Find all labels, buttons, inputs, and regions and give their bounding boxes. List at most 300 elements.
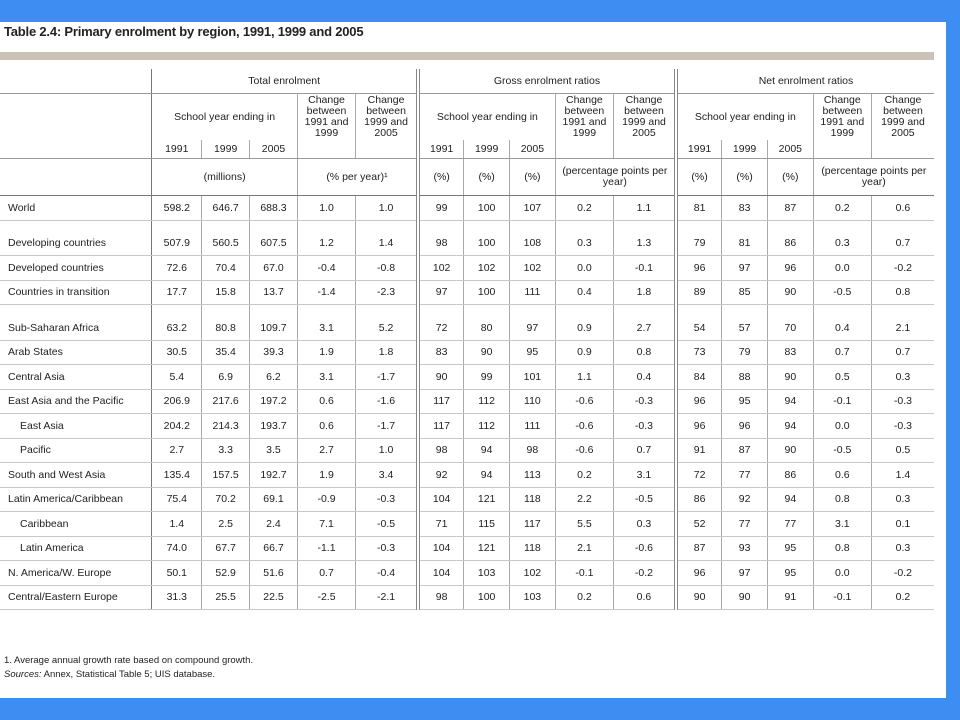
table-cell: 96 [767, 256, 813, 281]
table-cell: 3.3 [202, 438, 250, 463]
table-cell: 206.9 [152, 389, 202, 414]
table-cell: -0.4 [297, 256, 355, 281]
table-cell: 110 [510, 389, 556, 414]
table-cell: 193.7 [250, 414, 298, 439]
table-cell: 197.2 [250, 389, 298, 414]
table-cell: 69.1 [250, 487, 298, 512]
row-label: Developed countries [0, 256, 152, 281]
table-cell: 560.5 [202, 232, 250, 256]
table-row [0, 232, 934, 256]
table-cell: 91 [676, 438, 722, 463]
table-cell: -0.6 [555, 389, 613, 414]
table-cell: 5.4 [152, 365, 202, 390]
table-cell: -0.5 [813, 438, 871, 463]
table-cell: 0.6 [614, 585, 676, 610]
table-cell: 84 [676, 365, 722, 390]
table-cell: 98 [510, 438, 556, 463]
table-cell: 0.3 [813, 232, 871, 256]
year-header: 1991 [152, 140, 202, 159]
table-cell: -1.7 [356, 414, 418, 439]
change-1991-1999-header: Change between 1991 and 1999 [297, 94, 355, 141]
table-cell: 112 [464, 389, 510, 414]
table-row [0, 463, 934, 488]
table-cell: 100 [464, 196, 510, 221]
table-cell: -0.5 [614, 487, 676, 512]
table-cell: 0.5 [871, 438, 934, 463]
table-cell: 0.6 [871, 196, 934, 221]
year-header: 2005 [250, 140, 298, 159]
row-label: South and West Asia [0, 463, 152, 488]
row-label: Developing countries [0, 232, 152, 256]
table-cell: -0.2 [614, 561, 676, 586]
table-cell: 98 [418, 438, 464, 463]
table-cell: 192.7 [250, 463, 298, 488]
table-cell: 111 [510, 280, 556, 305]
unit-pct: (%) [722, 159, 768, 196]
row-label: East Asia and the Pacific [0, 389, 152, 414]
table-row [0, 536, 934, 561]
table-cell: 99 [464, 365, 510, 390]
table-cell: 135.4 [152, 463, 202, 488]
row-label: Arab States [0, 340, 152, 365]
table-cell: 80 [464, 316, 510, 340]
table-row [0, 438, 934, 463]
table-cell: 96 [676, 561, 722, 586]
year-header: 1991 [418, 140, 464, 159]
table-cell: 97 [510, 316, 556, 340]
table-cell: 115 [464, 512, 510, 537]
table-cell: 90 [676, 585, 722, 610]
table-cell: 15.8 [202, 280, 250, 305]
table-cell: 0.8 [813, 487, 871, 512]
table-cell: 5.5 [555, 512, 613, 537]
table-cell: 2.7 [614, 316, 676, 340]
change-1999-2005-header: Change between 1999 and 2005 [356, 94, 418, 141]
sources-note [4, 668, 253, 682]
table-cell: 83 [722, 196, 768, 221]
table-cell: 1.9 [297, 463, 355, 488]
unit-millions: (millions) [152, 159, 298, 196]
table-cell: 79 [722, 340, 768, 365]
row-label: Caribbean [0, 512, 152, 537]
table-cell: 5.2 [356, 316, 418, 340]
table-cell: 0.7 [813, 340, 871, 365]
table-cell: 71 [418, 512, 464, 537]
table-row [0, 389, 934, 414]
year-header: 2005 [510, 140, 556, 159]
table-cell: 35.4 [202, 340, 250, 365]
unit-pct: (%) [676, 159, 722, 196]
table-cell: 54 [676, 316, 722, 340]
table-cell: 96 [676, 414, 722, 439]
table-cell: 1.4 [871, 463, 934, 488]
table-cell: 63.2 [152, 316, 202, 340]
table-cell: 92 [722, 487, 768, 512]
table-cell: 0.7 [871, 340, 934, 365]
table-cell: 688.3 [250, 196, 298, 221]
table-cell: 77 [767, 512, 813, 537]
table-cell: 0.2 [555, 585, 613, 610]
table-cell: 214.3 [202, 414, 250, 439]
table-cell: 103 [464, 561, 510, 586]
year-header: 1999 [202, 140, 250, 159]
table-cell: 90 [722, 585, 768, 610]
table-cell: 73 [676, 340, 722, 365]
document-page [0, 22, 946, 698]
table-cell: 0.2 [813, 196, 871, 221]
table-cell: 111 [510, 414, 556, 439]
table-row [0, 340, 934, 365]
table-cell: 0.0 [813, 561, 871, 586]
table-cell: 0.3 [555, 232, 613, 256]
row-label: Countries in transition [0, 280, 152, 305]
table-cell: 100 [464, 280, 510, 305]
table-row [0, 414, 934, 439]
table-cell: 102 [418, 256, 464, 281]
table-cell: -2.1 [356, 585, 418, 610]
year-header: 1999 [722, 140, 768, 159]
table-cell: 102 [464, 256, 510, 281]
table-cell: -0.5 [356, 512, 418, 537]
table-cell: 50.1 [152, 561, 202, 586]
table-cell: 80.8 [202, 316, 250, 340]
table-cell: 67.0 [250, 256, 298, 281]
table-cell: 104 [418, 536, 464, 561]
table-cell: 2.5 [202, 512, 250, 537]
table-cell: -0.5 [813, 280, 871, 305]
table-cell: 3.5 [250, 438, 298, 463]
row-label: World [0, 196, 152, 221]
table-cell: 3.1 [813, 512, 871, 537]
table-cell: 103 [510, 585, 556, 610]
table-cell: 3.1 [297, 365, 355, 390]
table-cell: 25.5 [202, 585, 250, 610]
table-cell: -0.6 [614, 536, 676, 561]
table-cell: -1.6 [356, 389, 418, 414]
row-label: Pacific [0, 438, 152, 463]
table-cell: 94 [767, 389, 813, 414]
table-cell: 13.7 [250, 280, 298, 305]
unit-pp-per-year: (percentage points per year) [813, 159, 934, 196]
table-cell: 95 [722, 389, 768, 414]
table-cell: 83 [767, 340, 813, 365]
table-row [0, 316, 934, 340]
table-cell: 0.7 [871, 232, 934, 256]
group-net-ratios: Net enrolment ratios [676, 69, 934, 94]
table-cell: 0.2 [555, 196, 613, 221]
table-cell: 0.2 [555, 463, 613, 488]
table-cell: 90 [767, 438, 813, 463]
table-cell: 0.9 [555, 340, 613, 365]
table-cell: 30.5 [152, 340, 202, 365]
table-cell: -2.5 [297, 585, 355, 610]
table-cell: 0.0 [813, 414, 871, 439]
table-cell: -0.8 [356, 256, 418, 281]
change-1999-2005-header: Change between 1999 and 2005 [871, 94, 934, 141]
table-cell: 1.9 [297, 340, 355, 365]
table-container [0, 69, 934, 610]
table-cell: 85 [722, 280, 768, 305]
table-cell: 113 [510, 463, 556, 488]
table-cell: 81 [676, 196, 722, 221]
header-blank [0, 69, 152, 94]
table-cell: 70 [767, 316, 813, 340]
table-cell: -0.1 [813, 389, 871, 414]
school-year-header: School year ending in [152, 94, 298, 141]
table-cell: 96 [676, 389, 722, 414]
table-cell: 0.2 [871, 585, 934, 610]
table-cell: 100 [464, 585, 510, 610]
table-cell: -0.1 [614, 256, 676, 281]
table-cell: -1.1 [297, 536, 355, 561]
table-cell: 96 [722, 414, 768, 439]
table-cell: 17.7 [152, 280, 202, 305]
table-cell: 2.7 [297, 438, 355, 463]
table-cell: 112 [464, 414, 510, 439]
table-notes [4, 654, 253, 682]
table-cell: 2.2 [555, 487, 613, 512]
table-cell: 94 [767, 487, 813, 512]
table-cell: 91 [767, 585, 813, 610]
table-cell: 79 [676, 232, 722, 256]
table-cell: 98 [418, 585, 464, 610]
table-cell: 90 [418, 365, 464, 390]
table-row [0, 512, 934, 537]
row-label: East Asia [0, 414, 152, 439]
table-cell: -0.1 [555, 561, 613, 586]
table-cell: 0.3 [614, 512, 676, 537]
table-cell: 3.1 [297, 316, 355, 340]
table-cell: -2.3 [356, 280, 418, 305]
table-row [0, 585, 934, 610]
table-cell: 74.0 [152, 536, 202, 561]
table-cell: 2.1 [555, 536, 613, 561]
table-cell: -0.2 [871, 561, 934, 586]
table-cell: 52 [676, 512, 722, 537]
unit-pct-per-year: (% per year)¹ [297, 159, 418, 196]
row-label: Latin America/Caribbean [0, 487, 152, 512]
table-cell: 77 [722, 463, 768, 488]
table-row [0, 196, 934, 221]
table-cell: 94 [464, 463, 510, 488]
row-label: Latin America [0, 536, 152, 561]
enrolment-table [0, 69, 934, 610]
table-cell: 0.4 [555, 280, 613, 305]
table-cell: 598.2 [152, 196, 202, 221]
table-cell: 66.7 [250, 536, 298, 561]
table-cell: 157.5 [202, 463, 250, 488]
table-cell: 1.0 [297, 196, 355, 221]
year-header: 2005 [767, 140, 813, 159]
table-cell: 22.5 [250, 585, 298, 610]
table-cell: 1.1 [555, 365, 613, 390]
table-cell: 101 [510, 365, 556, 390]
row-label: Sub-Saharan Africa [0, 316, 152, 340]
table-cell: 51.6 [250, 561, 298, 586]
table-cell: 100 [464, 232, 510, 256]
table-cell: 121 [464, 536, 510, 561]
table-cell: 2.1 [871, 316, 934, 340]
row-label: Central/Eastern Europe [0, 585, 152, 610]
table-cell: 109.7 [250, 316, 298, 340]
table-cell: 95 [767, 561, 813, 586]
table-cell: 81 [722, 232, 768, 256]
table-cell: 0.0 [813, 256, 871, 281]
table-cell: -0.3 [614, 389, 676, 414]
table-cell: 1.1 [614, 196, 676, 221]
change-1991-1999-header: Change between 1991 and 1999 [555, 94, 613, 141]
table-cell: -0.6 [555, 414, 613, 439]
table-cell: 72.6 [152, 256, 202, 281]
table-cell: -0.3 [871, 414, 934, 439]
table-cell: 88 [722, 365, 768, 390]
unit-pct: (%) [767, 159, 813, 196]
table-cell: 104 [418, 561, 464, 586]
change-1991-1999-header: Change between 1991 and 1999 [813, 94, 871, 141]
table-cell: 117 [418, 414, 464, 439]
year-header: 1999 [464, 140, 510, 159]
table-cell: 0.7 [297, 561, 355, 586]
unit-pct: (%) [464, 159, 510, 196]
table-cell: 1.2 [297, 232, 355, 256]
table-cell: 2.7 [152, 438, 202, 463]
table-cell: 97 [722, 561, 768, 586]
table-cell: 0.9 [555, 316, 613, 340]
table-cell: -0.3 [356, 487, 418, 512]
table-cell: -0.3 [356, 536, 418, 561]
table-cell: 31.3 [152, 585, 202, 610]
table-cell: -0.3 [871, 389, 934, 414]
table-cell: 607.5 [250, 232, 298, 256]
table-cell: 97 [722, 256, 768, 281]
unit-pp-per-year: (percentage points per year) [555, 159, 676, 196]
table-cell: 1.0 [356, 438, 418, 463]
table-cell: 102 [510, 256, 556, 281]
table-cell: 118 [510, 487, 556, 512]
table-title: Table 2.4: Primary enrolment by region, 1991, 1999 and 2005 [4, 24, 364, 39]
table-cell: 0.6 [813, 463, 871, 488]
table-cell: 83 [418, 340, 464, 365]
table-cell: 0.8 [614, 340, 676, 365]
table-cell: 217.6 [202, 389, 250, 414]
table-cell: 121 [464, 487, 510, 512]
table-cell: 90 [767, 280, 813, 305]
title-rule [0, 52, 934, 60]
table-cell: 39.3 [250, 340, 298, 365]
change-1999-2005-header: Change between 1999 and 2005 [614, 94, 676, 141]
table-cell: 118 [510, 536, 556, 561]
table-cell: 204.2 [152, 414, 202, 439]
table-cell: 104 [418, 487, 464, 512]
table-cell: -0.1 [813, 585, 871, 610]
table-cell: 1.4 [152, 512, 202, 537]
table-cell: 117 [510, 512, 556, 537]
table-cell: 1.0 [356, 196, 418, 221]
table-cell: 0.1 [871, 512, 934, 537]
table-cell: 67.7 [202, 536, 250, 561]
table-cell: 3.4 [356, 463, 418, 488]
table-row [0, 365, 934, 390]
footnote: 1. Average annual growth rate based on compound growth. [4, 655, 254, 666]
table-cell: 77 [722, 512, 768, 537]
table-row [0, 487, 934, 512]
table-cell: 0.3 [871, 365, 934, 390]
table-cell: 72 [676, 463, 722, 488]
sources-text: Annex, Statistical Table 5; UIS database. [41, 669, 216, 680]
table-cell: 57 [722, 316, 768, 340]
school-year-header: School year ending in [676, 94, 813, 141]
table-cell: 86 [767, 232, 813, 256]
table-cell: 95 [767, 536, 813, 561]
table-cell: 92 [418, 463, 464, 488]
table-cell: 107 [510, 196, 556, 221]
table-cell: 94 [767, 414, 813, 439]
table-cell: 1.3 [614, 232, 676, 256]
table-cell: 90 [464, 340, 510, 365]
table-cell: 0.0 [555, 256, 613, 281]
row-spacer [0, 305, 934, 317]
table-cell: 117 [418, 389, 464, 414]
table-cell: 6.9 [202, 365, 250, 390]
row-spacer [0, 220, 934, 232]
table-cell: 87 [767, 196, 813, 221]
table-cell: 0.3 [871, 536, 934, 561]
table-cell: 0.4 [813, 316, 871, 340]
unit-pct: (%) [510, 159, 556, 196]
table-body [0, 196, 934, 610]
group-total-enrolment: Total enrolment [152, 69, 418, 94]
table-cell: 0.7 [614, 438, 676, 463]
table-cell: 507.9 [152, 232, 202, 256]
table-header [0, 69, 934, 196]
table-cell: 87 [676, 536, 722, 561]
group-gross-ratios: Gross enrolment ratios [418, 69, 676, 94]
table-cell: 72 [418, 316, 464, 340]
unit-pct: (%) [418, 159, 464, 196]
table-cell: 70.2 [202, 487, 250, 512]
table-cell: 0.5 [813, 365, 871, 390]
table-cell: 70.4 [202, 256, 250, 281]
table-cell: 86 [676, 487, 722, 512]
table-cell: 1.8 [356, 340, 418, 365]
table-cell: 86 [767, 463, 813, 488]
table-cell: 0.6 [297, 389, 355, 414]
table-cell: 98 [418, 232, 464, 256]
table-cell: 75.4 [152, 487, 202, 512]
table-cell: 6.2 [250, 365, 298, 390]
table-row [0, 561, 934, 586]
row-label: N. America/W. Europe [0, 561, 152, 586]
table-cell: 0.3 [871, 487, 934, 512]
table-cell: 93 [722, 536, 768, 561]
table-cell: 3.1 [614, 463, 676, 488]
table-cell: 108 [510, 232, 556, 256]
table-cell: 2.4 [250, 512, 298, 537]
row-label: Central Asia [0, 365, 152, 390]
table-cell: 97 [418, 280, 464, 305]
table-cell: 52.9 [202, 561, 250, 586]
table-cell: -1.7 [356, 365, 418, 390]
table-cell: -0.9 [297, 487, 355, 512]
table-cell: 99 [418, 196, 464, 221]
school-year-header: School year ending in [418, 94, 555, 141]
table-cell: 94 [464, 438, 510, 463]
table-cell: 95 [510, 340, 556, 365]
sources-label: Sources: [4, 669, 42, 680]
table-cell: -0.6 [555, 438, 613, 463]
table-cell: -0.3 [614, 414, 676, 439]
table-cell: 0.6 [297, 414, 355, 439]
